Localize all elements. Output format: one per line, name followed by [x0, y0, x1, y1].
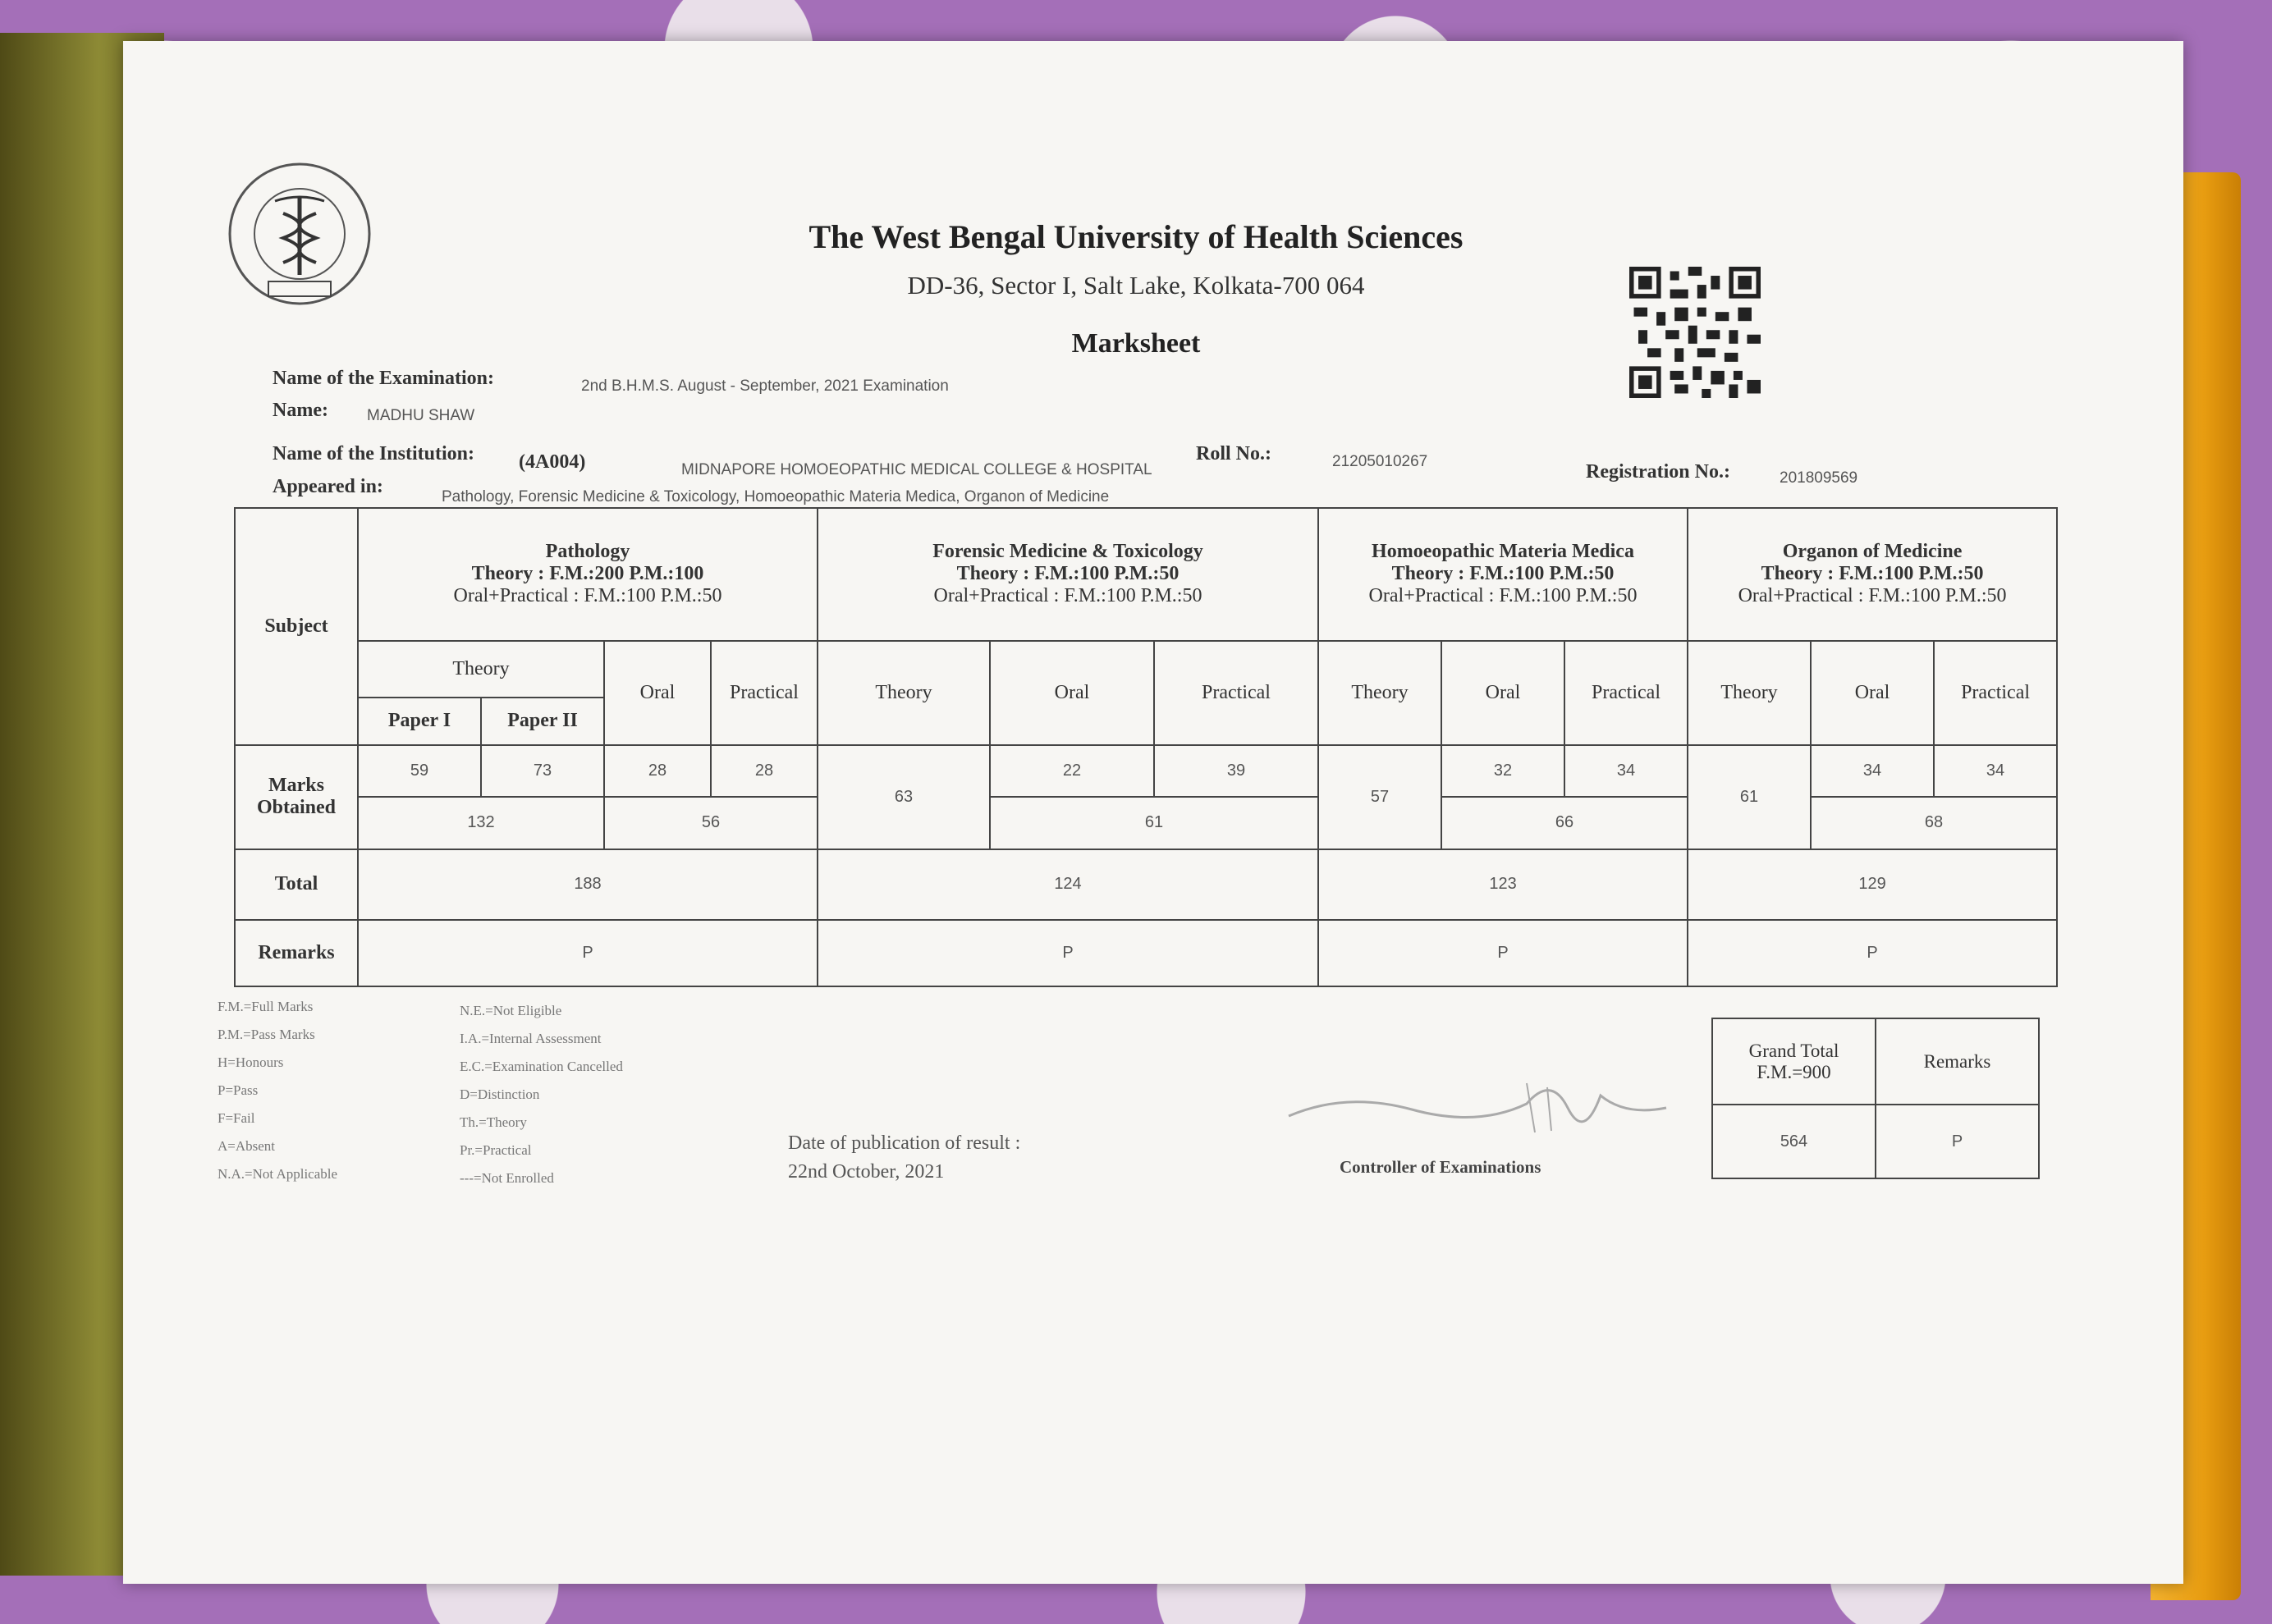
remarks-label: Remarks — [235, 920, 358, 986]
legend-item: D=Distinction — [460, 1086, 540, 1102]
pathology-remarks: P — [358, 920, 818, 986]
oral-fm: Oral+Practical : F.M.:100 P.M.:50 — [1738, 585, 2007, 607]
organon-remarks: P — [1688, 920, 2057, 986]
subject-header-organon — [1688, 508, 2057, 641]
institution-label: Name of the Institution: — [273, 443, 474, 464]
legend-item: I.A.=Internal Assessment — [460, 1031, 602, 1046]
pathology-paper1: 59 — [358, 745, 481, 797]
legend-item: F.M.=Full Marks — [218, 999, 314, 1014]
grand-remarks-value: P — [1876, 1105, 2039, 1178]
roll-label: Roll No.: — [1196, 443, 1271, 464]
appeared-label: Appeared in: — [273, 476, 383, 497]
pathology-practical: 28 — [711, 745, 818, 797]
exam-label: Name of the Examination: — [273, 368, 494, 389]
organon-oral-header: Oral — [1811, 641, 1934, 745]
organon-theory-header: Theory — [1688, 641, 1811, 745]
legend-column-1 — [218, 993, 337, 1188]
materia-oral-practical-total: 66 — [1441, 797, 1688, 849]
materia-theory-header: Theory — [1318, 641, 1441, 745]
controller-of-examinations: Controller of Examinations — [1340, 1157, 1541, 1177]
organon-total: 129 — [1688, 849, 2057, 921]
forensic-oral: 22 — [990, 745, 1154, 797]
subject-header-pathology — [358, 508, 818, 641]
legend-item: N.E.=Not Eligible — [460, 1003, 562, 1018]
grand-total-value: 564 — [1712, 1105, 1876, 1178]
materia-practical: 34 — [1564, 745, 1688, 797]
legend-item: N.A.=Not Applicable — [218, 1166, 338, 1182]
registration-label: Registration No.: — [1586, 461, 1730, 483]
pathology-theory-header: Theory — [358, 641, 604, 698]
institution-code: (4A004) — [519, 451, 586, 473]
materia-theory: 57 — [1318, 745, 1441, 849]
theory-fm: Theory : F.M.:100 P.M.:50 — [1761, 563, 1984, 585]
pathology-oral: 28 — [604, 745, 711, 797]
oral-fm: Oral+Practical : F.M.:100 P.M.:50 — [453, 585, 722, 607]
organon-practical-header: Practical — [1934, 641, 2057, 745]
forensic-theory-header: Theory — [818, 641, 990, 745]
publication-label: Date of publication of result : — [788, 1132, 1021, 1154]
university-address: DD-36, Sector I, Salt Lake, Kolkata-700 064 — [907, 271, 1365, 300]
qr-code-icon — [1629, 267, 1761, 398]
registration-value: 201809569 — [1780, 469, 1858, 487]
forensic-total: 124 — [818, 849, 1318, 921]
pathology-oral-header: Oral — [604, 641, 711, 745]
grand-total-fm: F.M.=900 — [1757, 1061, 1831, 1082]
legend-item: P.M.=Pass Marks — [218, 1027, 315, 1042]
materia-practical-header: Practical — [1564, 641, 1688, 745]
legend-item: E.C.=Examination Cancelled — [460, 1059, 623, 1074]
materia-oral-header: Oral — [1441, 641, 1564, 745]
theory-fm: Theory : F.M.:200 P.M.:100 — [471, 563, 704, 585]
document-title: Marksheet — [1071, 328, 1201, 359]
grand-total-header — [1712, 1018, 1876, 1105]
materia-total: 123 — [1318, 849, 1688, 921]
university-name: The West Bengal University of Health Sciences — [808, 218, 1464, 255]
oral-fm: Oral+Practical : F.M.:100 P.M.:50 — [1368, 585, 1638, 607]
subject-header-materia-medica — [1318, 508, 1688, 641]
forensic-practical-header: Practical — [1154, 641, 1318, 745]
institution-value: MIDNAPORE HOMOEOPATHIC MEDICAL COLLEGE & HOSPITAL — [681, 461, 1152, 478]
theory-fm: Theory : F.M.:100 P.M.:50 — [956, 563, 1180, 585]
forensic-oral-practical-total: 61 — [990, 797, 1318, 849]
grand-total-label: Grand Total — [1748, 1040, 1839, 1061]
legend-item: P=Pass — [218, 1082, 259, 1098]
legend-column-2 — [460, 997, 623, 1192]
materia-remarks: P — [1318, 920, 1688, 986]
pathology-theory-total: 132 — [358, 797, 604, 849]
theory-fm: Theory : F.M.:100 P.M.:50 — [1391, 563, 1615, 585]
grand-total-table — [1711, 1018, 2040, 1179]
controller-signature — [1280, 1059, 1674, 1149]
oral-fm: Oral+Practical : F.M.:100 P.M.:50 — [933, 585, 1202, 607]
organon-practical: 34 — [1934, 745, 2057, 797]
publication-date: 22nd October, 2021 — [788, 1161, 945, 1183]
subject-name: Organon of Medicine — [1782, 541, 1963, 563]
forensic-oral-header: Oral — [990, 641, 1154, 745]
exam-value: 2nd B.H.M.S. August - September, 2021 Examination — [581, 377, 949, 395]
subject-name: Forensic Medicine & Toxicology — [932, 541, 1203, 563]
legend-item: A=Absent — [218, 1138, 276, 1154]
appeared-value: Pathology, Forensic Medicine & Toxicology, Homoeopathic Materia Medica, Organon of Medicine — [442, 488, 1110, 505]
pathology-paper2: 73 — [481, 745, 604, 797]
marks-obtained-label: Marks Obtained — [235, 745, 358, 849]
subject-header: Subject — [235, 508, 358, 745]
subject-header-forensic — [818, 508, 1318, 641]
subject-name: Pathology — [545, 541, 630, 563]
roll-value: 21205010267 — [1332, 453, 1428, 470]
forensic-theory: 63 — [818, 745, 990, 849]
grand-remarks-label: Remarks — [1876, 1018, 2039, 1105]
legend-item: H=Honours — [218, 1054, 284, 1070]
organon-theory: 61 — [1688, 745, 1811, 849]
pathology-oral-practical-total: 56 — [604, 797, 818, 849]
pathology-total: 188 — [358, 849, 818, 921]
organon-oral: 34 — [1811, 745, 1934, 797]
organon-oral-practical-total: 68 — [1811, 797, 2057, 849]
marks-table — [234, 507, 2058, 987]
legend-item: Pr.=Practical — [460, 1142, 532, 1158]
paper1-header: Paper I — [358, 698, 481, 745]
name-label: Name: — [273, 400, 328, 421]
forensic-remarks: P — [818, 920, 1318, 986]
subject-name: Homoeopathic Materia Medica — [1372, 541, 1634, 563]
total-label: Total — [235, 849, 358, 921]
materia-oral: 32 — [1441, 745, 1564, 797]
legend-item: F=Fail — [218, 1110, 255, 1126]
legend-item: Th.=Theory — [460, 1114, 527, 1130]
legend-item: ---=Not Enrolled — [460, 1170, 554, 1186]
paper2-header: Paper II — [481, 698, 604, 745]
pathology-practical-header: Practical — [711, 641, 818, 745]
forensic-practical: 39 — [1154, 745, 1318, 797]
name-value: MADHU SHAW — [367, 407, 475, 424]
